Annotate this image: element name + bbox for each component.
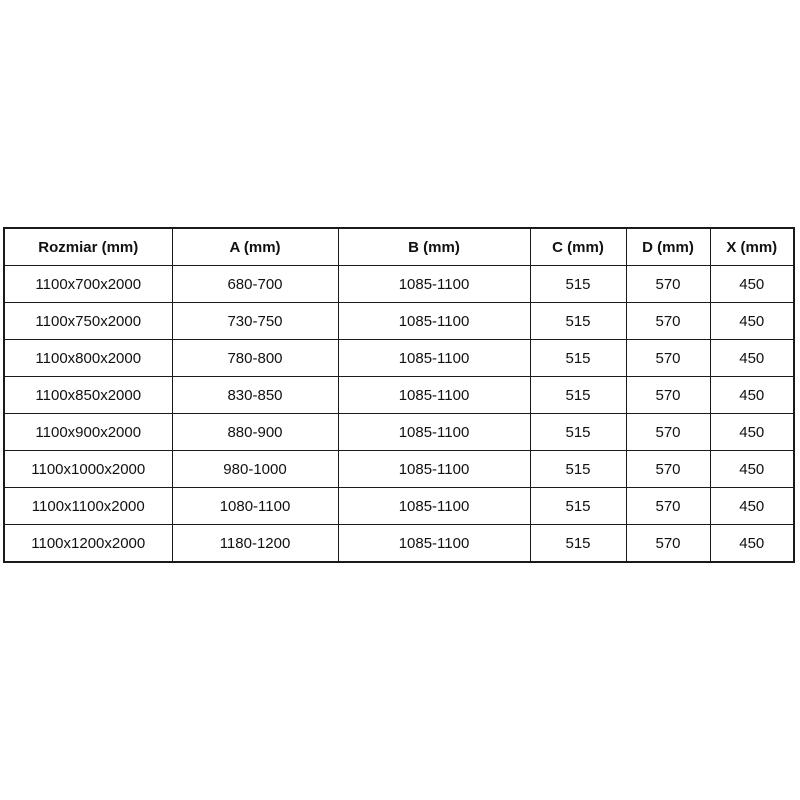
table-body — [4, 266, 794, 563]
table-cell: 1100x750x2000 — [4, 303, 172, 340]
table-cell: 450 — [710, 303, 794, 340]
table-cell: 450 — [710, 451, 794, 488]
table-cell: 1085-1100 — [338, 377, 530, 414]
table-cell: 515 — [530, 525, 626, 563]
table-cell: 450 — [710, 340, 794, 377]
column-header: Rozmiar (mm) — [4, 228, 172, 266]
table-cell: 1085-1100 — [338, 266, 530, 303]
table-row — [4, 488, 794, 525]
table-cell: 1100x850x2000 — [4, 377, 172, 414]
table-cell: 570 — [626, 303, 710, 340]
table-row — [4, 303, 794, 340]
table-cell: 980-1000 — [172, 451, 338, 488]
table-cell: 880-900 — [172, 414, 338, 451]
table-cell: 570 — [626, 414, 710, 451]
table-cell: 1085-1100 — [338, 525, 530, 563]
table-cell: 1085-1100 — [338, 488, 530, 525]
column-header: X (mm) — [710, 228, 794, 266]
table-cell: 570 — [626, 377, 710, 414]
table-cell: 515 — [530, 340, 626, 377]
table-cell: 1085-1100 — [338, 414, 530, 451]
column-header: C (mm) — [530, 228, 626, 266]
table-cell: 1180-1200 — [172, 525, 338, 563]
dimension-specification-table — [3, 227, 795, 563]
header-row — [4, 228, 794, 266]
table-cell: 830-850 — [172, 377, 338, 414]
table-cell: 1080-1100 — [172, 488, 338, 525]
table-cell: 450 — [710, 377, 794, 414]
table-cell: 450 — [710, 525, 794, 563]
table-cell: 570 — [626, 488, 710, 525]
table-cell: 1085-1100 — [338, 340, 530, 377]
table-row — [4, 414, 794, 451]
table-cell: 780-800 — [172, 340, 338, 377]
table-header — [4, 228, 794, 266]
table-cell: 450 — [710, 266, 794, 303]
column-header: B (mm) — [338, 228, 530, 266]
table-row — [4, 451, 794, 488]
table-cell: 515 — [530, 303, 626, 340]
table-cell: 680-700 — [172, 266, 338, 303]
table-cell: 515 — [530, 266, 626, 303]
table-cell: 450 — [710, 488, 794, 525]
table-cell: 1100x1200x2000 — [4, 525, 172, 563]
table-cell: 1085-1100 — [338, 451, 530, 488]
table-cell: 570 — [626, 451, 710, 488]
table-cell: 730-750 — [172, 303, 338, 340]
table-row — [4, 525, 794, 563]
table-row — [4, 340, 794, 377]
table-cell: 1100x900x2000 — [4, 414, 172, 451]
table-cell: 1100x1100x2000 — [4, 488, 172, 525]
column-header: D (mm) — [626, 228, 710, 266]
table-cell: 1100x700x2000 — [4, 266, 172, 303]
table-cell: 515 — [530, 488, 626, 525]
table-cell: 515 — [530, 414, 626, 451]
table-cell: 515 — [530, 451, 626, 488]
table-cell: 570 — [626, 340, 710, 377]
table-cell: 570 — [626, 266, 710, 303]
table-cell: 450 — [710, 414, 794, 451]
table-row — [4, 266, 794, 303]
table-cell: 1085-1100 — [338, 303, 530, 340]
table-cell: 570 — [626, 525, 710, 563]
table-row — [4, 377, 794, 414]
table-cell: 515 — [530, 377, 626, 414]
column-header: A (mm) — [172, 228, 338, 266]
table-cell: 1100x1000x2000 — [4, 451, 172, 488]
table-cell: 1100x800x2000 — [4, 340, 172, 377]
